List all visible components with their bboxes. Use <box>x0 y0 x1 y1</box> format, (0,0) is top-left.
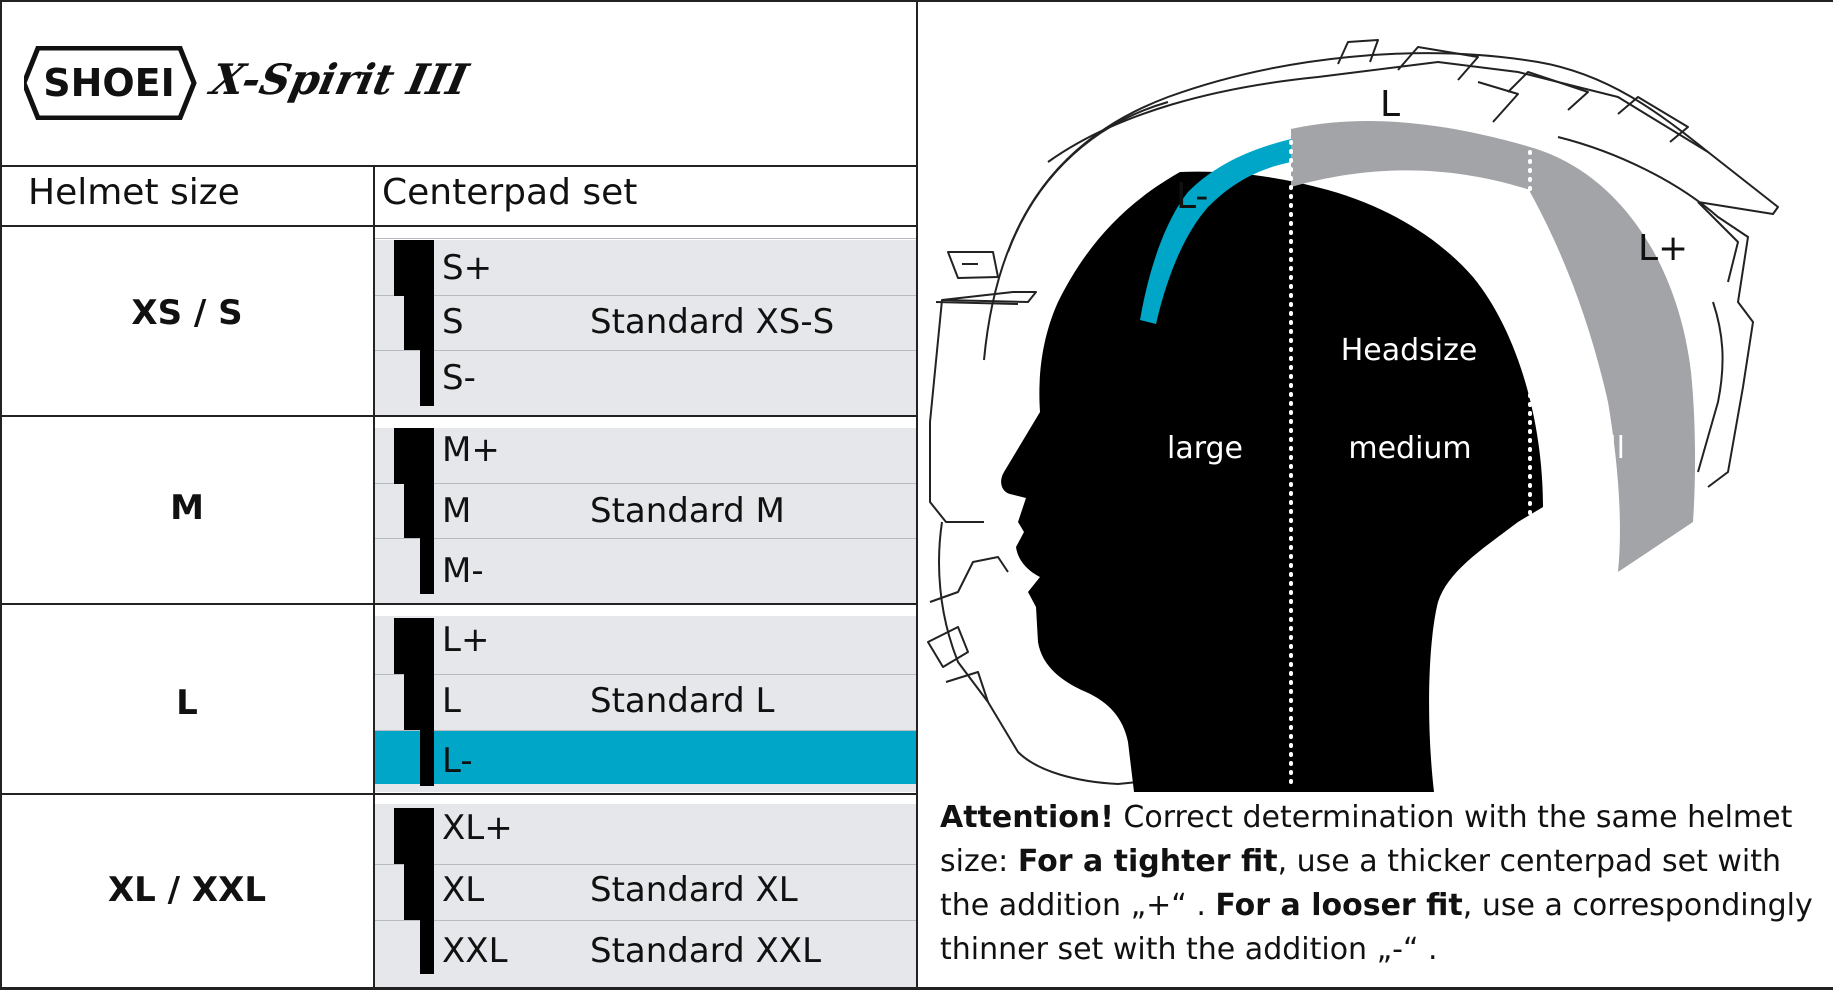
attention-lead: Attention! <box>940 800 1114 835</box>
attention-loose: For a looser fit <box>1215 888 1463 923</box>
pad-label: S <box>442 302 464 342</box>
pad-label: S+ <box>442 248 493 288</box>
attention-text: , use a thicker centerpad set with the addition „+“ . <box>940 844 1782 923</box>
pad-label: L <box>442 681 461 721</box>
pad-label: M+ <box>442 430 500 470</box>
head-silhouette <box>1001 172 1543 792</box>
pad-standard: Standard M <box>590 491 785 531</box>
pad-standard: Standard XS-S <box>590 302 835 342</box>
size-group-m: M <box>170 488 204 528</box>
pad-label-front: L- <box>1176 176 1209 217</box>
zone-large-label: large <box>1166 431 1244 466</box>
model-text: X-Spirit III <box>206 55 473 105</box>
pad-standard: Standard L <box>590 681 775 721</box>
pad-label: XL <box>442 870 485 910</box>
size-group-xs-s: XS / S <box>131 293 243 333</box>
brand-logo <box>24 46 604 120</box>
pad-thickness-bar <box>394 428 434 484</box>
pad-standard: Standard XL <box>590 870 798 910</box>
zone-medium-label: medium <box>1348 431 1472 466</box>
pad-thickness-bar <box>420 538 434 594</box>
pad-label: M <box>442 491 472 531</box>
pad-thickness-bar <box>420 730 434 786</box>
pad-thickness-bar <box>420 350 434 406</box>
col-header-size: Helmet size <box>28 172 240 213</box>
pad-label: L+ <box>442 620 490 660</box>
attention-note <box>940 796 1820 972</box>
pad-thickness-bar <box>394 240 434 296</box>
pad-thickness-bar <box>420 920 434 974</box>
col-header-pad: Centerpad set <box>382 172 638 213</box>
zone-small-label: small <box>1545 431 1625 466</box>
attention-tight: For a tighter fit <box>1017 844 1278 879</box>
pad-standard: Standard XXL <box>590 931 822 971</box>
centerpad-gray-back <box>1530 147 1695 572</box>
attention-text: , use a correspondingly thinner set with the addition „-“ . <box>940 888 1813 967</box>
size-group-l: L <box>176 683 198 723</box>
pad-thickness-bar <box>404 864 434 920</box>
pad-thickness-bar <box>404 674 434 730</box>
size-group-xl-xxl: XL / XXL <box>107 870 267 910</box>
headsize-label: Headsize <box>1340 333 1478 368</box>
pad-thickness-bar <box>404 484 434 538</box>
centerpad-gray <box>1291 121 1530 190</box>
pad-thickness-bar <box>394 808 434 864</box>
pad-thickness-bar <box>404 296 434 350</box>
pad-label-top: L <box>1380 84 1401 125</box>
pad-label: S- <box>442 358 476 398</box>
pad-label-back: L+ <box>1638 228 1689 269</box>
centerpad-table <box>0 0 916 990</box>
pad-label: M- <box>442 551 484 591</box>
pad-label: L- <box>442 741 473 781</box>
attention-text: Correct determination with the same helmet size: <box>940 800 1793 879</box>
pad-label: XL+ <box>442 808 513 848</box>
logo-text: SHOEI <box>43 61 175 105</box>
pad-label: XXL <box>442 931 508 971</box>
pad-thickness-bar <box>394 618 434 674</box>
